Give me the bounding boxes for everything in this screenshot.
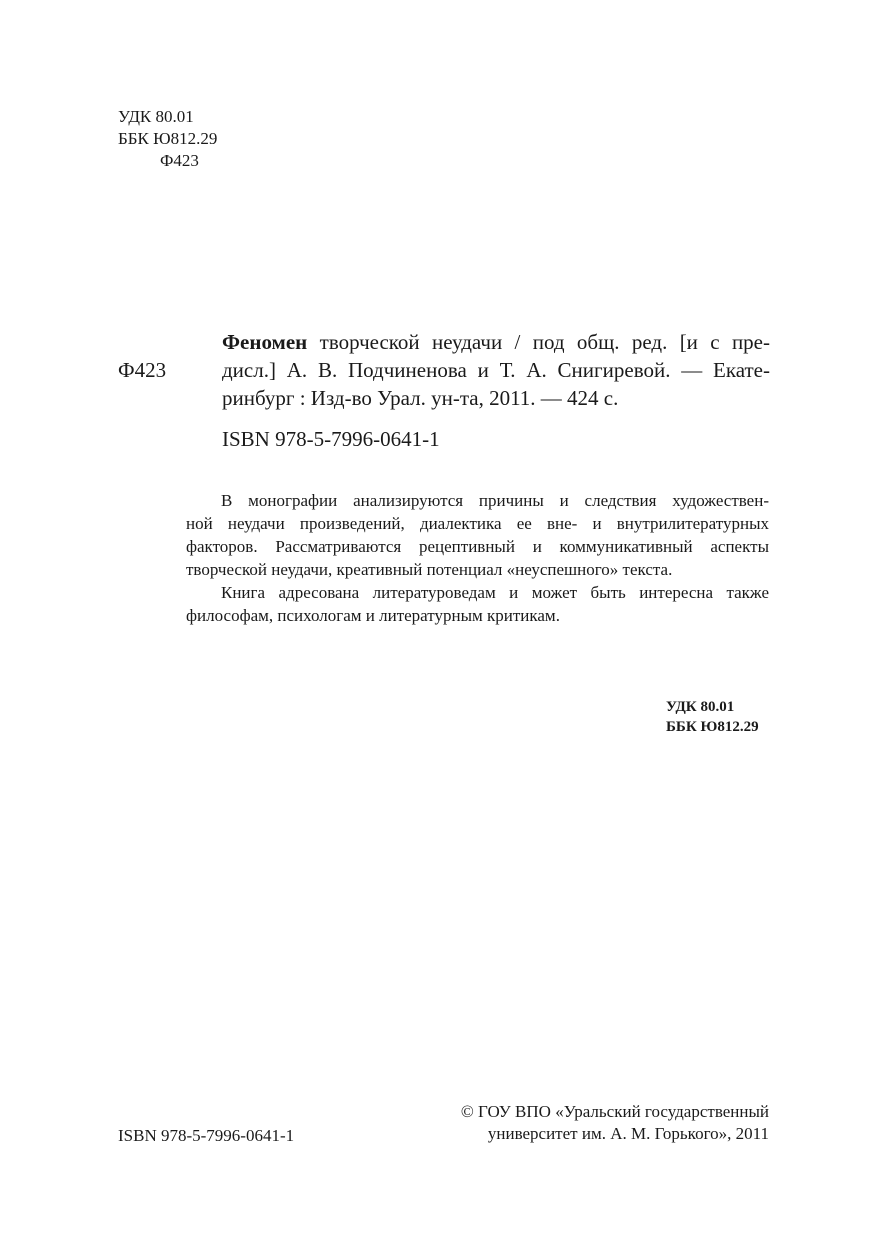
- udk-code: УДК 80.01: [118, 107, 194, 126]
- annotation-line: философам, психологам и литературным критикам.: [186, 606, 560, 625]
- bib-line-2: дисл.] А. В. Подчиненова и Т. А. Снигиревой. — Екате-: [222, 358, 770, 382]
- annotation-line: ной неудачи произведений, диалектика ее вне- и внутрилитературных: [186, 514, 769, 533]
- copyright-line: университет им. А. М. Горького», 2011: [487, 1124, 769, 1143]
- entry-author-sign: Ф423: [118, 358, 167, 382]
- bbk-code-bold: ББК Ю812.29: [666, 719, 759, 735]
- bib-line-3: ринбург : Изд-во Урал. ун-та, 2011. — 424 с.: [222, 386, 619, 410]
- book-title-bold: Феномен: [222, 330, 308, 354]
- udk-code-bold: УДК 80.01: [666, 699, 735, 715]
- bbk-code: ББК Ю812.29: [118, 129, 218, 148]
- footer-isbn: ISBN 978-5-7996-0641-1: [118, 1126, 295, 1145]
- bib-line-1-text: творческой неудачи / под общ. ред. [и с пре-: [307, 330, 770, 354]
- annotation-line: В монографии анализируются причины и следствия художествен-: [221, 491, 769, 510]
- annotation: [186, 489, 769, 627]
- annotation-line: Книга адресована литературоведам и может быть интересна также: [221, 583, 769, 602]
- annotation-line: творческой неудачи, креативный потенциал «неуспешного» текста.: [186, 560, 673, 579]
- bibliographic-entry: [222, 328, 770, 412]
- author-sign: Ф423: [160, 151, 199, 170]
- entry-isbn: ISBN 978-5-7996-0641-1: [222, 427, 440, 451]
- copyright-notice: [461, 1101, 769, 1145]
- bib-line-1: [222, 328, 770, 356]
- copyright-line: © ГОУ ВПО «Уральский государственный: [460, 1102, 769, 1121]
- annotation-line: факторов. Рассматриваются рецептивный и коммуникативный аспекты: [186, 537, 769, 556]
